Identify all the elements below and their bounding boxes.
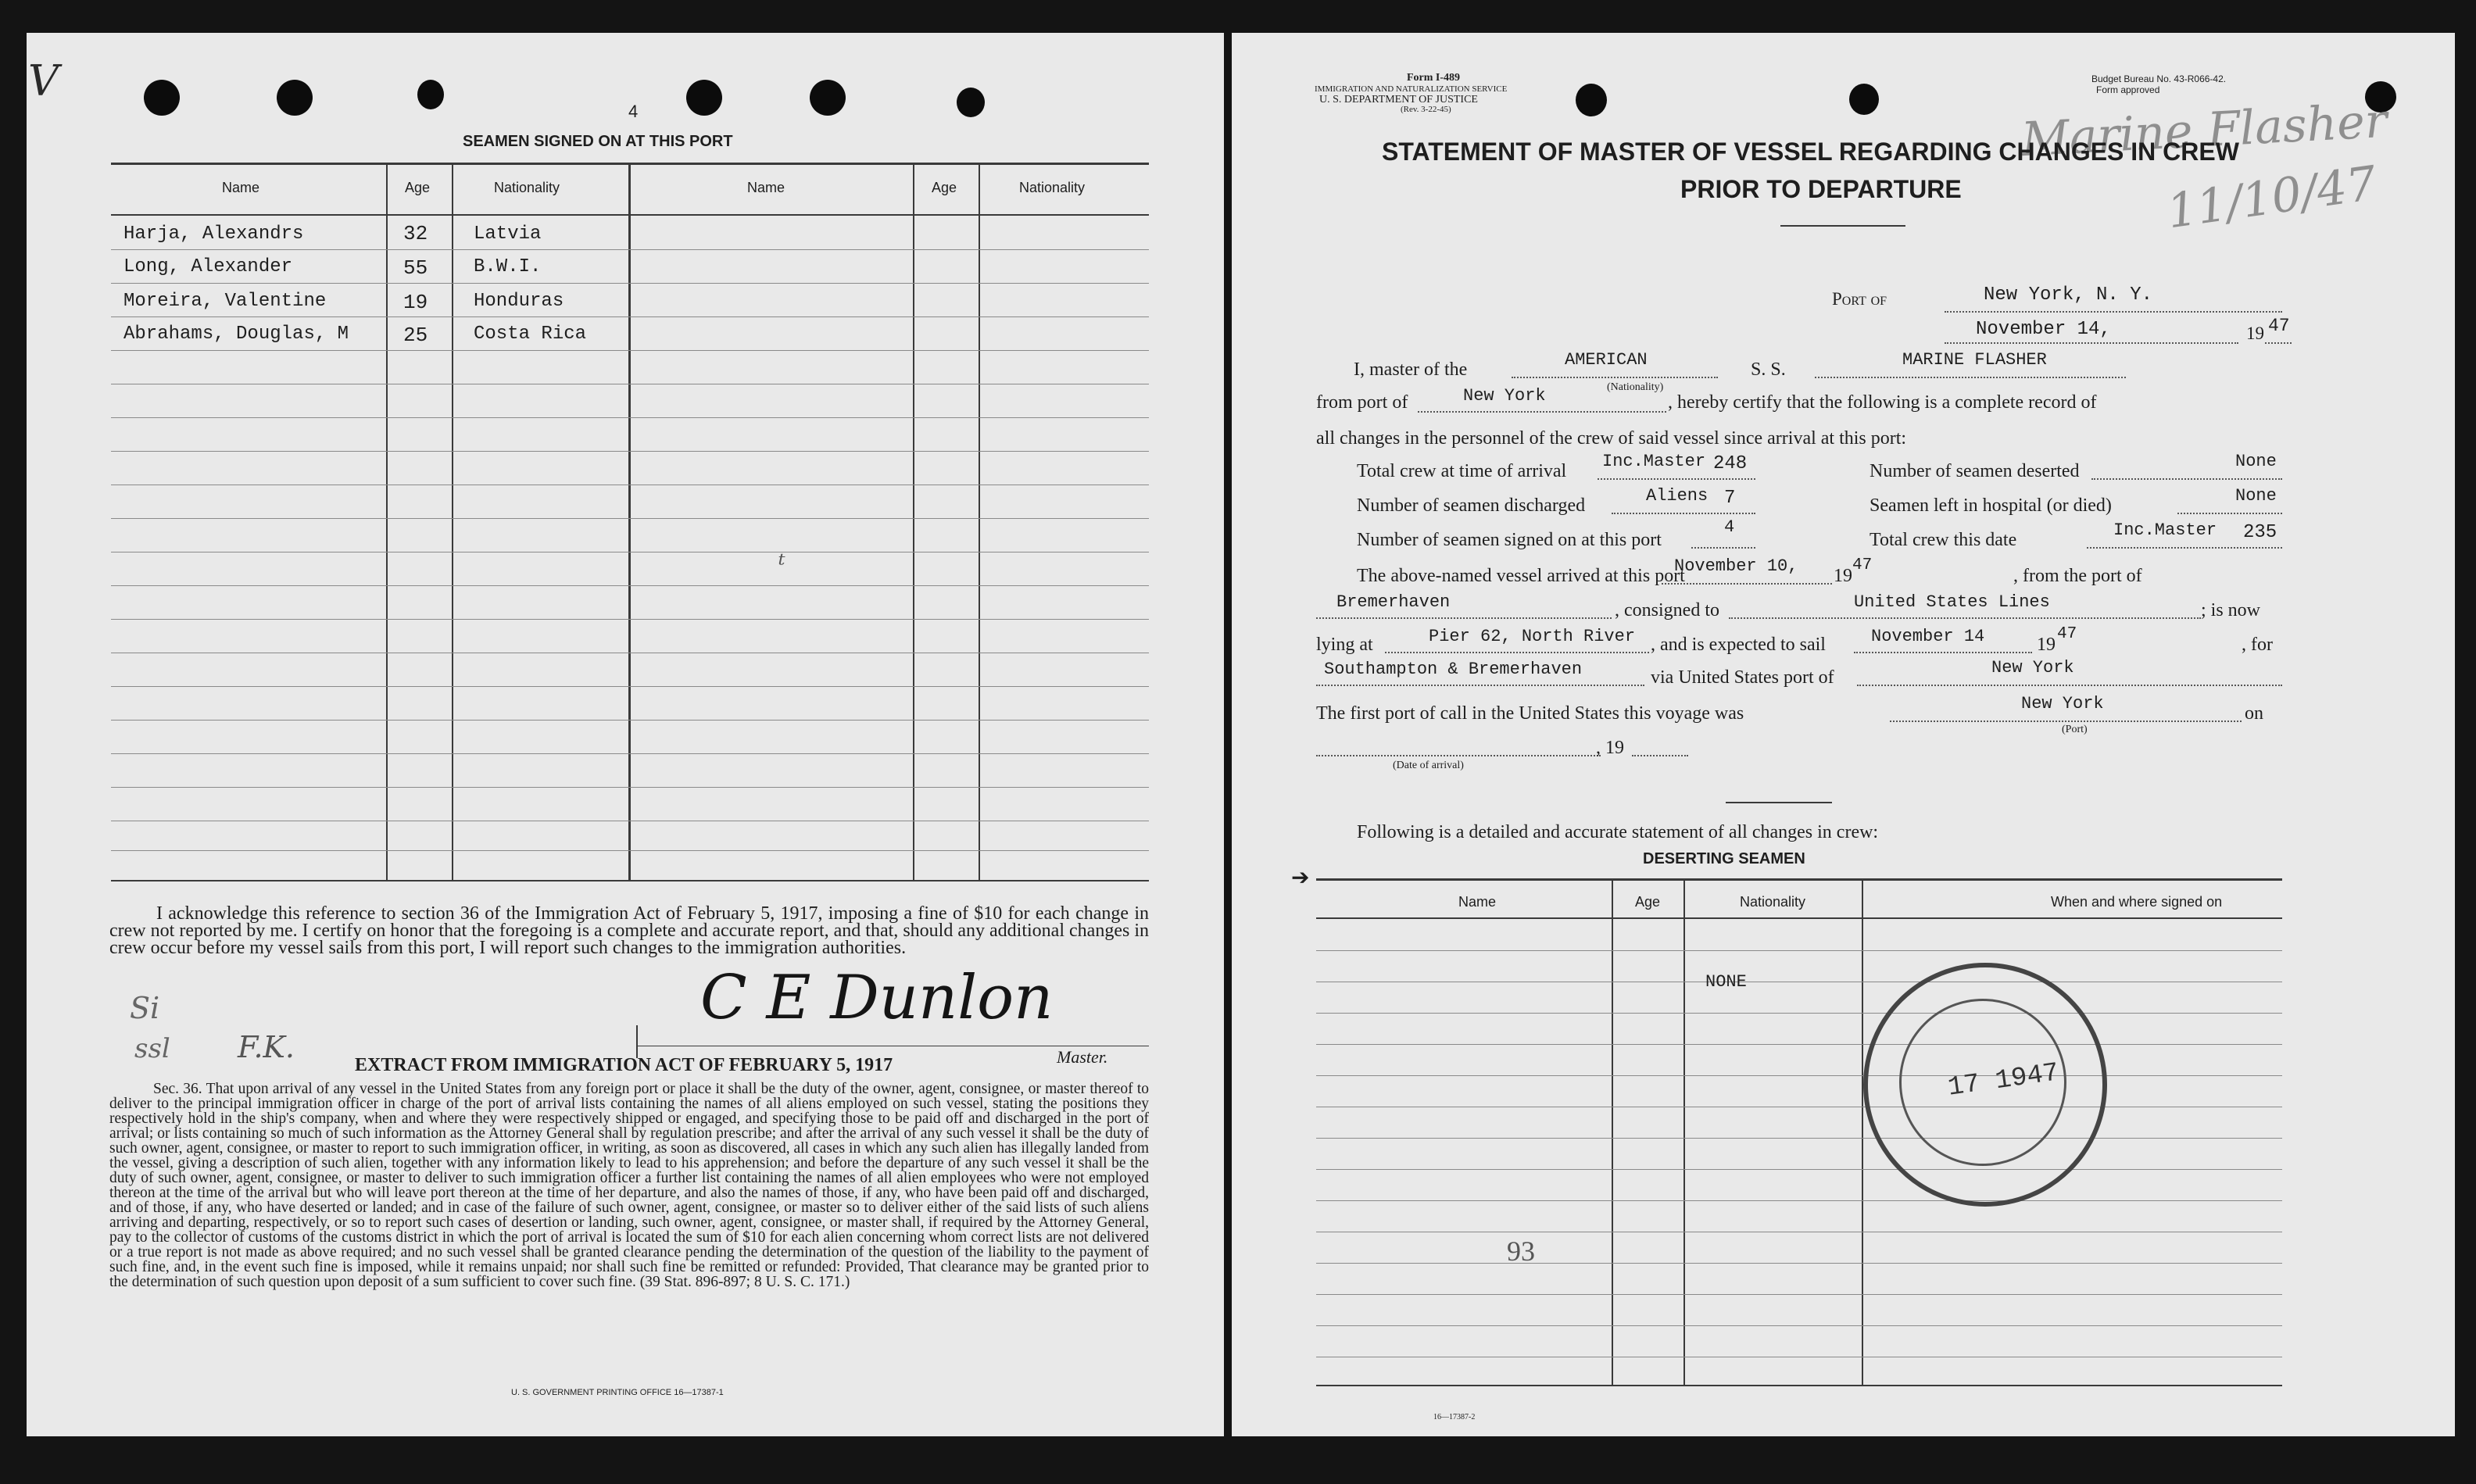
- col-header-name: Name: [747, 180, 785, 195]
- seaman-age: 19: [403, 291, 428, 314]
- desert-col-age: Age: [1635, 894, 1661, 910]
- handwritten-date: 11/10/47: [2163, 156, 2381, 240]
- revision-date: (Rev. 3-22-45): [1401, 105, 1451, 114]
- col-divider: [913, 163, 914, 880]
- from-port-name: Bremerhaven: [1336, 592, 1451, 612]
- initials-mark: F.K.: [238, 1030, 295, 1064]
- sail-year: 47: [2057, 625, 2077, 643]
- sail-date: November 14: [1871, 627, 1985, 646]
- deserted-label: Number of seamen deserted: [1870, 461, 2080, 481]
- discharged-note: Aliens: [1646, 486, 1709, 506]
- hospital-label: Seamen left in hospital (or died): [1870, 495, 2112, 516]
- year-prefix: 19: [2246, 324, 2264, 343]
- signature-tick: [636, 1025, 638, 1058]
- total-crew-arrival-value: 248: [1713, 453, 1748, 474]
- all-changes-text: all changes in the personnel of the crew of said vessel since arrival at this port:: [1316, 428, 1907, 449]
- date-stamp: [1863, 963, 2107, 1207]
- desert-none-entry: NONE: [1705, 972, 1747, 992]
- vessel-name: MARINE FLASHER: [1902, 350, 2047, 370]
- seaman-nationality: Honduras: [474, 291, 564, 312]
- lying-at-value: Pier 62, North River: [1429, 627, 1636, 646]
- arrow-mark: ➔: [1291, 866, 1310, 890]
- expected-text: , and is expected to sail: [1651, 635, 1826, 655]
- on-label: on: [2245, 703, 2263, 724]
- seaman-name: Long, Alexander: [123, 256, 293, 277]
- initials-mark: Si: [130, 991, 160, 1025]
- deserted-value: None: [2235, 452, 2277, 471]
- desert-col-signed-on: When and where signed on: [2051, 894, 2223, 910]
- margin-check-mark: V: [28, 56, 59, 105]
- from-port-label: from port of: [1316, 392, 1408, 413]
- page-number: 4: [628, 102, 639, 121]
- form-number: Form I-489: [1407, 72, 1461, 84]
- right-page: [1232, 33, 2455, 1436]
- total-today-value: 235: [2243, 522, 2277, 543]
- seaman-age: 55: [403, 256, 428, 280]
- master-of-label: I, master of the: [1354, 359, 1468, 380]
- acknowledgement-paragraph: I acknowledge this reference to section 36 of the Immigration Act of February 5, 1917, imposing a fine of $10 for each change in crew not reported by me. I certify on honor that the foregoing is a complete and accurate report, and that, should any additional changes in crew occur before my vessel sails from this port, I will report such changes to the immigration authorities.: [109, 903, 1149, 958]
- punch-hole: [1849, 84, 1879, 115]
- arrived-year: 47: [1852, 556, 1873, 574]
- master-signature: C E Dunlon: [700, 963, 1054, 1033]
- col-header-name: Name: [222, 180, 260, 195]
- nationality-caption: (Nationality): [1607, 381, 1664, 393]
- is-now-text: ; is now: [2201, 600, 2261, 620]
- punch-hole: [1576, 84, 1607, 116]
- certify-text: , hereby certify that the following is a complete record of: [1668, 392, 2097, 413]
- col-header-nationality: Nationality: [1019, 180, 1086, 195]
- report-date: November 14,: [1976, 319, 2111, 340]
- desert-table-bottom: [1316, 1385, 2282, 1386]
- table-bottom-rule: [111, 880, 1149, 881]
- signed-on-value: 4: [1724, 517, 1735, 537]
- seaman-name: Abrahams, Douglas, M: [123, 324, 349, 345]
- arrived-date: November 10,: [1674, 556, 1798, 576]
- seaman-name: Harja, Alexandrs: [123, 223, 304, 245]
- punch-hole: [277, 80, 313, 116]
- deserting-title: DESERTING SEAMEN: [1643, 850, 1805, 867]
- agency-line: U. S. DEPARTMENT OF JUSTICE: [1319, 94, 1478, 105]
- title-rule: [1780, 225, 1905, 227]
- year-prefix: 19: [1834, 566, 1852, 586]
- master-label: Master.: [1057, 1047, 1108, 1067]
- ss-label: S. S.: [1751, 359, 1786, 380]
- seaman-age: 25: [403, 324, 428, 347]
- printing-office-line: U. S. GOVERNMENT PRINTING OFFICE 16—17387-1: [511, 1388, 724, 1397]
- desert-table-header-rule: [1316, 917, 2282, 919]
- first-port-value: New York: [2021, 694, 2104, 713]
- sec36-paragraph: Sec. 36. That upon arrival of any vessel in the United States from any foreign port or place it shall be the duty of the owner, agent, consignee, or master thereof to deliver to the principal immigration officer in charge of the port of arrival lists containing the names of all aliens employed on such vessel, stating the positions they respectively hold in the ship's company, when and where they were respectively shipped or engaged, and specifying those to be paid off and discharged in the port of arrival; or lists containing so much of such information as the Attorney General shall by regulation prescribe; and after the arrival of any such vessel it shall be the duty of such owner, agent, consignee, or master to report to such immigration officer, in writing, as soon as discovered, all cases in which any such alien has illegally landed from the vessel, giving a description of such alien, together with any information likely to lead to his apprehension; and before the departure of any such vessel it shall be the duty of such owner, agent, consignee, or master to deliver to such immigration officer a further list containing the names of all alien employees who were not employed thereon at the time of the arrival but who will leave port thereon at the time of her departure, and also the names of those, if any, who have been paid off and discharged, and of those, if any, who have deserted or landed; and in case of the failure of such owner, agent, consignee, or master so to deliver either of the said lists of such aliens arriving and departing, respectively, or so to report such cases of desertion or landing, such owner, agent, consignee, or master shall, if required by the Attorney General, pay to the collector of customs of the customs district in which the port of arrival is located the sum of $10 for each alien concerning whom correct lists are not delivered or a true report is not made as above required; and no such vessel shall be granted clearance pending the determination of the question of the liability to the payment of such fine, and, in the event such fine is imposed, while it remains unpaid; nor shall such fine be remitted or refunded: Provided, That clearance may be granted prior to the determination of such question upon deposit of a sum sufficient to cover such fine. (39 Stat. 896-897; 8 U. S. C. 171.): [109, 1081, 1149, 1290]
- from-port-of-text: , from the port of: [2013, 566, 2142, 586]
- signed-on-title: SEAMEN SIGNED ON AT THIS PORT: [463, 133, 733, 150]
- total-today-note: Inc.Master: [2113, 520, 2217, 540]
- desert-col-name: Name: [1458, 894, 1497, 910]
- signed-on-label: Number of seamen signed on at this port: [1357, 530, 1662, 550]
- section-rule: [1726, 802, 1832, 803]
- form-approved-line: Form approved: [2096, 84, 2160, 95]
- via-port: New York: [1991, 658, 2074, 678]
- col-divider: [452, 163, 453, 880]
- desert-col-nationality: Nationality: [1740, 894, 1806, 910]
- agency-line: IMMIGRATION AND NATURALIZATION SERVICE: [1315, 84, 1508, 94]
- consigned-label: , consigned to: [1615, 600, 1719, 620]
- port-label: Port of: [1832, 289, 1887, 309]
- destination: Southampton & Bremerhaven: [1324, 660, 1583, 679]
- budget-bureau-line: Budget Bureau No. 43-R066-42.: [2091, 73, 2227, 84]
- left-page: [27, 33, 1224, 1436]
- col-divider: [386, 163, 388, 880]
- col-divider: [979, 163, 980, 880]
- initials-mark: ssl: [134, 1033, 170, 1064]
- first-port-text: The first port of call in the United States this voyage was: [1316, 703, 1744, 724]
- following-text: Following is a detailed and accurate statement of all changes in crew:: [1357, 822, 1879, 842]
- punch-hole: [144, 80, 180, 116]
- handwritten-vessel-name: Marine Flasher: [2020, 93, 2389, 168]
- col-divider: [628, 163, 631, 880]
- desert-table-top: [1316, 878, 2282, 881]
- page-mark: 93: [1507, 1235, 1535, 1267]
- seaman-name: Moreira, Valentine: [123, 291, 327, 312]
- seaman-nationality: Latvia: [474, 223, 542, 245]
- port-caption: (Port): [2062, 724, 2088, 735]
- total-crew-arrival-note: Inc.Master: [1602, 452, 1706, 471]
- consignee: United States Lines: [1854, 592, 2050, 612]
- lying-at-label: lying at: [1316, 635, 1373, 655]
- for-label: , for: [2242, 635, 2273, 655]
- footer-code: 16—17387-2: [1433, 1413, 1476, 1421]
- form-title: STATEMENT OF MASTER OF VESSEL REGARDING CHANGES IN CREW: [1382, 138, 2239, 166]
- total-today-label: Total crew this date: [1870, 530, 2017, 550]
- col-header-age: Age: [932, 180, 957, 195]
- year-blank: , 19: [1596, 738, 1624, 758]
- report-year: 47: [2268, 316, 2290, 336]
- vessel-nationality: AMERICAN: [1565, 350, 1648, 370]
- port-value: New York, N. Y.: [1984, 284, 2153, 306]
- date-of-arrival-caption: (Date of arrival): [1393, 760, 1464, 771]
- col-header-nationality: Nationality: [494, 180, 560, 195]
- punch-hole: [810, 80, 846, 116]
- arrived-text: The above-named vessel arrived at this port: [1357, 566, 1685, 586]
- year-prefix: 19: [2037, 635, 2056, 655]
- hospital-value: None: [2235, 486, 2277, 506]
- stray-mark: ᵗ: [778, 549, 785, 581]
- punch-hole: [686, 80, 722, 116]
- punch-hole: [417, 80, 444, 109]
- extract-title: EXTRACT FROM IMMIGRATION ACT OF FEBRUARY 5, 1917: [355, 1055, 893, 1075]
- punch-hole: [957, 88, 985, 117]
- discharged-value: 7: [1724, 488, 1736, 509]
- form-subtitle: PRIOR TO DEPARTURE: [1680, 175, 1962, 203]
- stamp-date: 17 1947: [1946, 1058, 2061, 1103]
- via-label: via United States port of: [1651, 667, 1834, 688]
- col-header-age: Age: [405, 180, 431, 195]
- seaman-nationality: B.W.I.: [474, 256, 542, 277]
- total-crew-arrival-label: Total crew at time of arrival: [1357, 461, 1567, 481]
- discharged-label: Number of seamen discharged: [1357, 495, 1586, 516]
- from-port-value: New York: [1463, 386, 1546, 406]
- seaman-age: 32: [403, 222, 428, 245]
- seaman-nationality: Costa Rica: [474, 324, 587, 345]
